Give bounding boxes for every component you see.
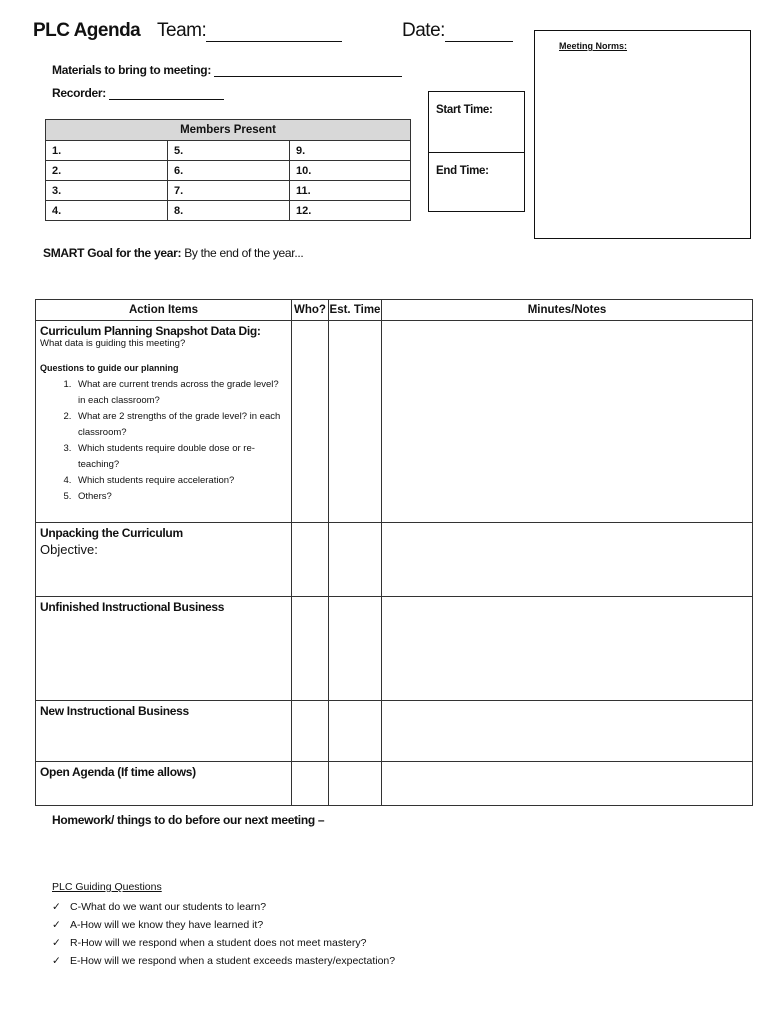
- meeting-norms-label: Meeting Norms:: [559, 41, 628, 51]
- table-row: [46, 201, 411, 221]
- page-title: PLC Agenda: [33, 20, 141, 41]
- member-cell[interactable]: 11.: [290, 181, 411, 201]
- table-row: [46, 141, 411, 161]
- list-item: [52, 952, 395, 970]
- time-box: [428, 91, 525, 212]
- list-item: 4. Which students require acceleration?: [74, 473, 287, 489]
- member-cell[interactable]: 6.: [168, 161, 290, 181]
- recorder-field[interactable]: [52, 86, 224, 100]
- team-blank[interactable]: [206, 23, 342, 42]
- list-item: [52, 934, 395, 952]
- who-cell[interactable]: [292, 701, 329, 762]
- est-time-cell[interactable]: [329, 701, 382, 762]
- start-time-label: Start Time:: [436, 104, 493, 116]
- list-item: 1. What are current trends across the grade level? in each classroom?: [74, 377, 287, 409]
- table-row: [36, 321, 753, 523]
- member-cell[interactable]: 4.: [46, 201, 168, 221]
- list-item: [52, 898, 395, 916]
- checkmark-icon: ✓: [52, 919, 61, 931]
- est-time-cell[interactable]: [329, 597, 382, 701]
- action-item-cell: [36, 762, 292, 806]
- recorder-blank[interactable]: [109, 87, 224, 100]
- member-cell[interactable]: 7.: [168, 181, 290, 201]
- est-time-cell[interactable]: [329, 523, 382, 597]
- table-row: [36, 762, 753, 806]
- notes-cell[interactable]: [382, 321, 753, 523]
- notes-cell[interactable]: [382, 762, 753, 806]
- action-item-title: Unfinished Instructional Business: [40, 600, 225, 614]
- who-cell[interactable]: [292, 523, 329, 597]
- col-est-time: Est. Time: [329, 300, 382, 321]
- agenda-table: [35, 299, 753, 806]
- action-item-title: Curriculum Planning Snapshot Data Dig:: [40, 324, 261, 338]
- who-cell[interactable]: [292, 321, 329, 523]
- who-cell[interactable]: [292, 762, 329, 806]
- table-row: [36, 701, 753, 762]
- homework-label: Homework/ things to do before our next meeting –: [52, 813, 325, 827]
- action-item-title: Unpacking the Curriculum: [40, 526, 183, 540]
- smart-goal-label: SMART Goal for the year:: [43, 246, 182, 260]
- list-item: 2. What are 2 strengths of the grade level? in each classroom?: [74, 409, 287, 441]
- action-item-title: New Instructional Business: [40, 704, 189, 718]
- table-row: [36, 523, 753, 597]
- date-label: Date:: [402, 20, 445, 41]
- list-item: 5. Others?: [74, 489, 287, 505]
- guiding-question: R-How will we respond when a student does not meet mastery?: [70, 937, 367, 949]
- smart-goal: [43, 246, 303, 260]
- questions-list: [40, 377, 287, 505]
- checkmark-icon: ✓: [52, 937, 61, 949]
- who-cell[interactable]: [292, 597, 329, 701]
- start-time-cell[interactable]: [429, 92, 524, 152]
- member-cell[interactable]: 10.: [290, 161, 411, 181]
- agenda-header-row: [36, 300, 753, 321]
- member-cell[interactable]: 9.: [290, 141, 411, 161]
- guiding-question: A-How will we know they have learned it?: [70, 919, 264, 931]
- end-time-cell[interactable]: [429, 152, 524, 212]
- action-item-title: Open Agenda (If time allows): [40, 765, 196, 779]
- guiding-questions-title: PLC Guiding Questions: [52, 881, 162, 893]
- member-cell[interactable]: 1.: [46, 141, 168, 161]
- list-item: 3. Which students require double dose or re-teaching?: [74, 441, 287, 473]
- meeting-norms-box[interactable]: [534, 30, 751, 239]
- member-cell[interactable]: 2.: [46, 161, 168, 181]
- team-field[interactable]: [157, 20, 342, 42]
- member-cell[interactable]: 3.: [46, 181, 168, 201]
- end-time-label: End Time:: [436, 164, 489, 177]
- col-who: Who?: [292, 300, 329, 321]
- date-blank[interactable]: [445, 23, 513, 42]
- est-time-cell[interactable]: [329, 762, 382, 806]
- materials-field[interactable]: [52, 63, 402, 77]
- table-row: [46, 181, 411, 201]
- member-cell[interactable]: 8.: [168, 201, 290, 221]
- action-item-cell: [36, 597, 292, 701]
- action-item-subtitle: What data is guiding this meeting?: [40, 338, 186, 349]
- notes-cell[interactable]: [382, 523, 753, 597]
- list-item: [52, 916, 395, 934]
- col-minutes-notes: Minutes/Notes: [382, 300, 753, 321]
- action-item-cell: [36, 701, 292, 762]
- notes-cell[interactable]: [382, 701, 753, 762]
- checkmark-icon: ✓: [52, 901, 61, 913]
- date-field[interactable]: [402, 20, 513, 42]
- guiding-question: C-What do we want our students to learn?: [70, 901, 267, 913]
- members-present-table: [45, 119, 411, 221]
- objective-label: Objective:: [40, 542, 98, 557]
- est-time-cell[interactable]: [329, 321, 382, 523]
- col-action-items: Action Items: [36, 300, 292, 321]
- recorder-label: Recorder:: [52, 86, 106, 100]
- checkmark-icon: ✓: [52, 955, 61, 967]
- team-label: Team:: [157, 20, 207, 41]
- guiding-questions-list: [52, 898, 395, 970]
- member-cell[interactable]: 5.: [168, 141, 290, 161]
- action-item-cell: [36, 523, 292, 597]
- action-item-cell: [36, 321, 292, 523]
- questions-heading: Questions to guide our planning: [40, 363, 179, 373]
- table-row: [46, 161, 411, 181]
- materials-blank[interactable]: [214, 64, 402, 77]
- materials-label: Materials to bring to meeting:: [52, 63, 212, 77]
- smart-goal-text: By the end of the year...: [181, 246, 304, 260]
- members-header: Members Present: [46, 120, 411, 141]
- member-cell[interactable]: 12.: [290, 201, 411, 221]
- guiding-question: E-How will we respond when a student exceeds mastery/expectation?: [70, 955, 396, 967]
- table-row: [36, 597, 753, 701]
- notes-cell[interactable]: [382, 597, 753, 701]
